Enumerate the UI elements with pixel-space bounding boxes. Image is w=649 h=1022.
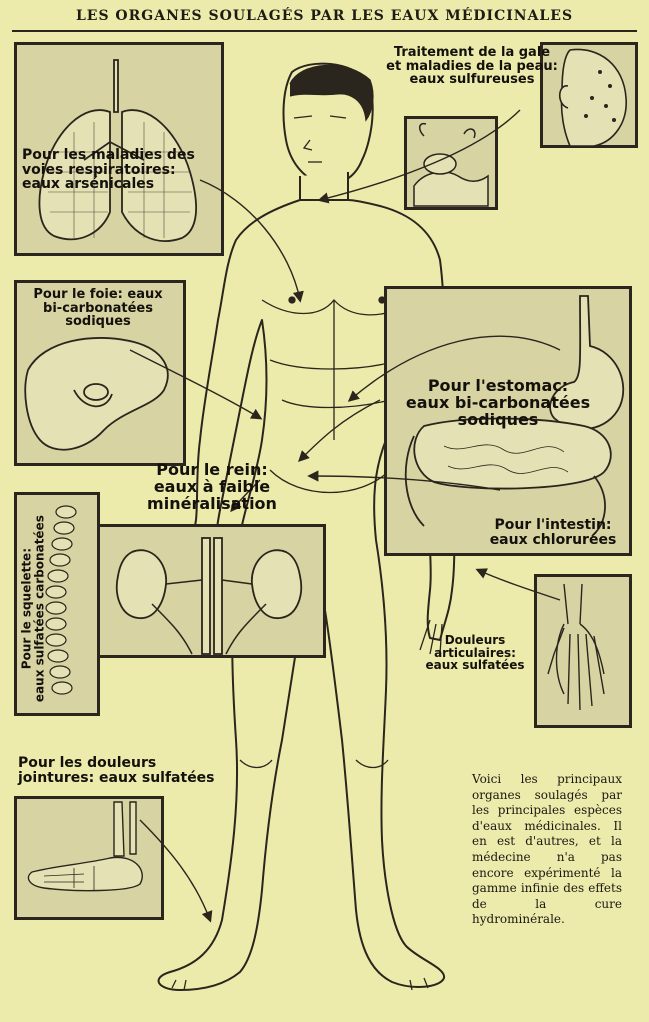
skin-label [372, 46, 572, 87]
kidney-line-3: minéralisation [147, 493, 277, 513]
kidney-line-1: Pour le rein: [156, 460, 268, 479]
skin-line-3: eaux sulfureuses [409, 72, 535, 88]
stomach-line-3: sodiques [457, 409, 539, 429]
joints-hand-line-2: articulaires: [434, 645, 516, 660]
joints-foot-label [18, 756, 215, 785]
skin-line-1: Traitement de la gale [393, 45, 551, 60]
intestine-line-1: Pour l'intestin: [494, 517, 612, 533]
joints-hand-line-1: Douleurs [444, 633, 506, 647]
stomach-label [388, 378, 608, 428]
respiratory-line-3: eaux arsénicales [22, 176, 155, 193]
stomach-line-1: Pour l'estomac: [427, 376, 569, 395]
page-title: LES ORGANES SOULAGÉS PAR LES EAUX MÉDICINALES [75, 8, 574, 24]
joints-hand-label [420, 634, 530, 672]
joints-hand-line-3: eaux sulfatées [425, 658, 525, 673]
caption-text: Voici les principaux organes soulagés par les principales espèces d'eaux médicinales. Il en est d'autres, et la médecine n'a pas encore expérimenté la gamme infinie des effets de la cure hydrominérale. [472, 772, 622, 927]
joints-foot-line-2: jointures: eaux sulfatées [18, 769, 215, 786]
kidney-label [112, 462, 312, 512]
kidney-line-2: eaux à faible [153, 476, 271, 496]
liver-line-1: Pour le foie: eaux [33, 287, 163, 302]
skeleton-label [20, 496, 45, 722]
respiratory-label [22, 148, 195, 192]
liver-line-2: bi-carbonatées [43, 300, 153, 316]
skeleton-line-1: Pour le squelette: [19, 548, 34, 670]
respiratory-line-2: voies respiratoires: [22, 161, 176, 178]
intestine-label [478, 518, 628, 547]
skin-line-2: et maladies de la peau: [386, 58, 558, 74]
stomach-line-2: eaux bi-carbonatées [405, 392, 591, 412]
respiratory-line-1: Pour les maladies des [22, 147, 195, 163]
liver-label [18, 288, 178, 329]
liver-line-3: sodiques [65, 314, 131, 330]
skeleton-line-2: eaux sulfatées carbonatées [32, 515, 46, 703]
joints-foot-line-1: Pour les douleurs [18, 755, 157, 771]
intestine-line-2: eaux chlorurées [489, 531, 617, 548]
